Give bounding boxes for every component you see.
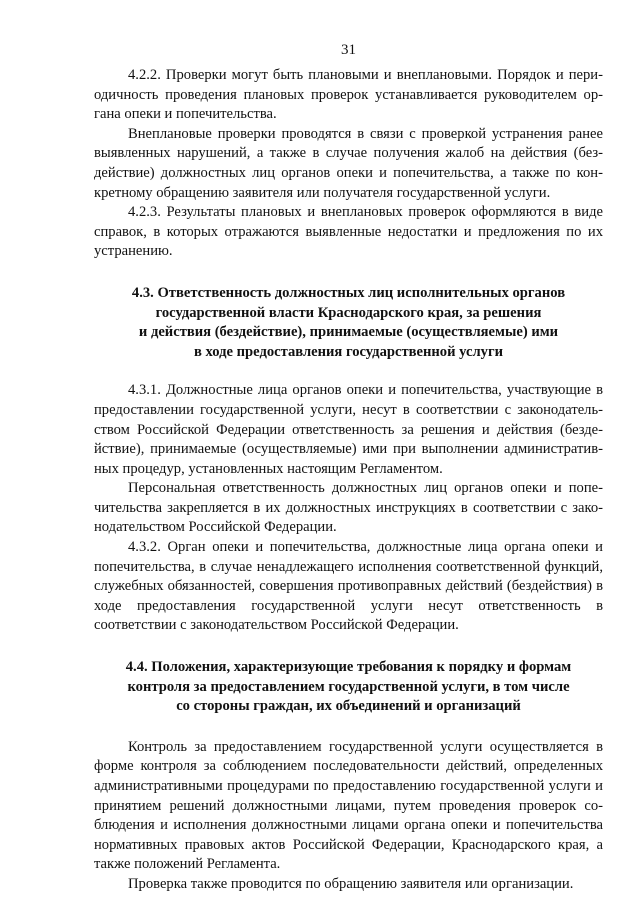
heading-line: и действия (бездействие), принимаемые (осуществляемые) ими xyxy=(138,324,559,341)
paragraph-4-2-3: 4.2.3. Результаты плановых и внеплановых проверок оформляются в виде справок, в которых отражаются выявленные недостатки и предложения по их устранению. xyxy=(94,204,603,260)
heading-line: 4.3. Ответственность должностных лиц исполнительных органов xyxy=(131,284,566,301)
heading-line: в ходе предоставления государственной услуги xyxy=(193,343,504,360)
paragraph-4-2-2: 4.2.2. Проверки могут быть плановыми и внеплановыми. Порядок и периодичность проведения плановых проверок устанавливается руководителем органа опеки и попечительства. xyxy=(94,67,603,123)
paragraph-4-3-1: 4.3.1. Должностные лица органов опеки и попечительства, участвующие в предоставлении государственной услуги, несут в соответствии с законодательством Российской Федерации ответственность за решения и действия (бездействие), принимаемые (осуществляемые) ими при выполнении административных процедур, установленных настоящим Регламентом. xyxy=(94,382,603,477)
section-heading-4-3 xyxy=(94,284,603,362)
paragraph-personal-responsibility: Персональная ответственность должностных лиц органов опеки и попечительства закрепляется в их должностных инструкциях в соответствии с законодательством Российской Федерации. xyxy=(94,480,603,536)
page-number: 31 xyxy=(341,42,356,58)
paragraph-unscheduled-checks: Внеплановые проверки проводятся в связи с проверкой устранения ранее выявленных нарушений, а также в случае получения жалоб на действия (бездействие) должностных лиц органов опеки и попечительства, а также по конкретному обращению заявителя или получателя государственной услуги. xyxy=(94,125,603,201)
heading-line: государственной власти Краснодарского края, за решения xyxy=(155,304,542,321)
paragraph-4-3-2: 4.3.2. Орган опеки и попечительства, должностные лица органа опеки и попечительства, в случае ненадлежащего исполнения соответственной функций, служебных обязанностей, совершения противоправных действий (бездействия) в ходе предоставления государственной услуги несут ответственность в соответствии с законодательством Российской Федерации. xyxy=(94,539,603,634)
heading-line: со стороны граждан, их объединений и организаций xyxy=(176,698,521,715)
section-heading-4-4 xyxy=(94,658,603,717)
heading-line: контроля за предоставлением государственной услуги, в том числе xyxy=(127,678,570,695)
paragraph-control: Контроль за предоставлением государственной услуги осуществляется в форме контроля за соблюдением последовательности действий, определенных административными процедурами по предоставлению государственной услуги и принятием решений должностными лицами, путем проведения проверок соблюдения и исполнения должностными лицами органа опеки и попечительства нормативных правовых актов Российской Федерации, Краснодарского края, а также положений Регламента. xyxy=(94,738,603,873)
paragraph-check-on-request: Проверка также проводится по обращению заявителя или организации. xyxy=(128,875,574,892)
heading-line: 4.4. Положения, характеризующие требования к порядку и формам xyxy=(125,659,572,676)
